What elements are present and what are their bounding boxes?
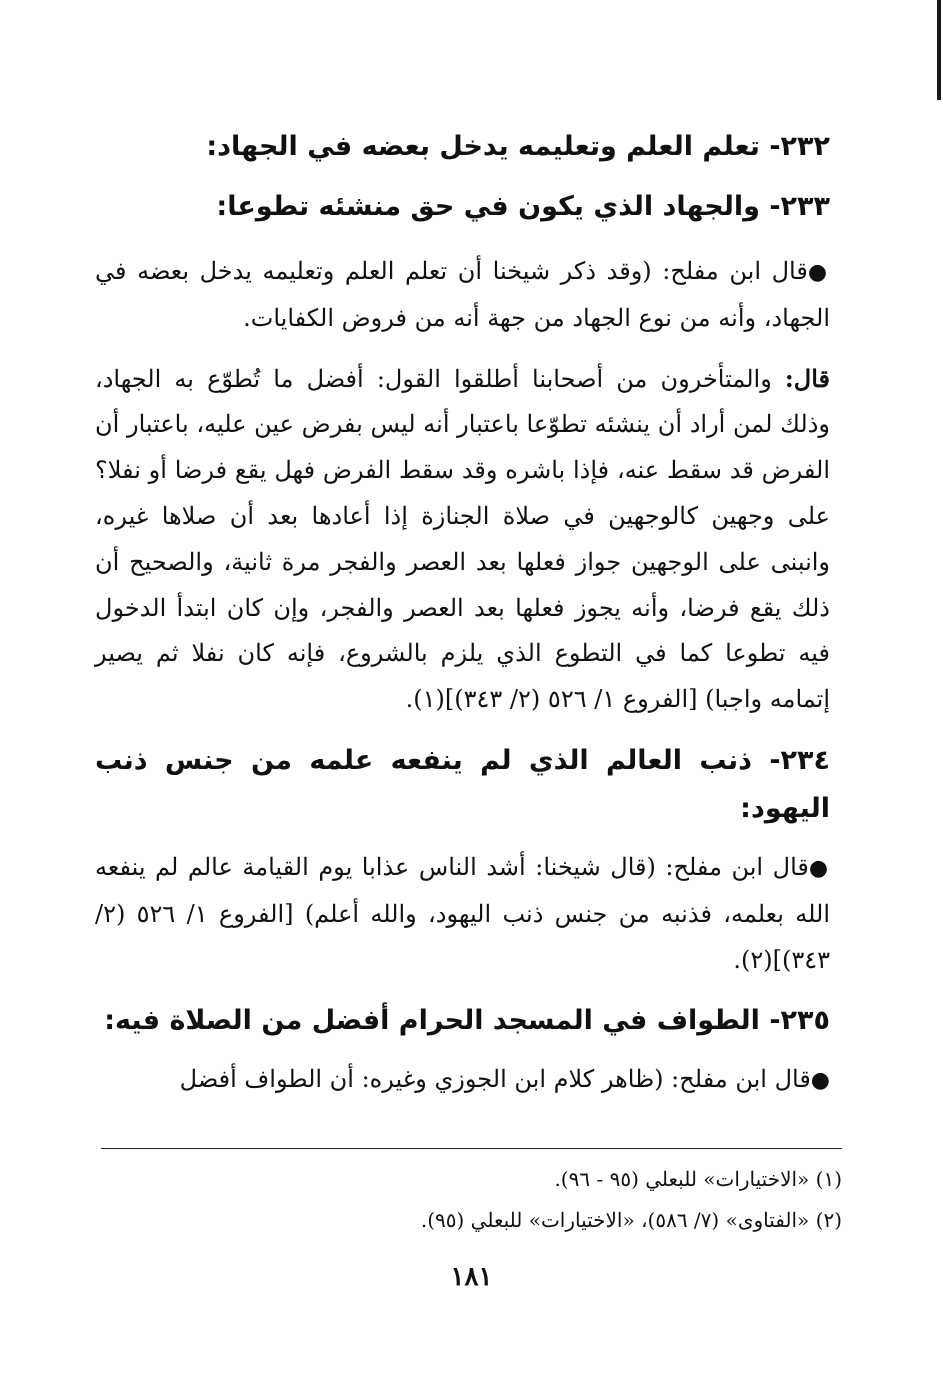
footnote-2: (٢) «الفتاوى» (٧/ ٥٨٦)، «الاختيارات» للبعلي (٩٥).	[420, 1208, 842, 1232]
section-heading-232: ٢٣٢- تعلم العلم وتعليمه يدخل بعضه في الجهاد:	[206, 131, 830, 162]
paragraph-text: قال ابن مفلح: (قال شيخنا: أشد الناس عذابا يوم القيامة عالم لم ينفعه الله بعلمه، فذنبه من جنس ذنب اليهود، والله أعلم) [الفروع ١/ ٥٢٦ (٢/ ٣٤٣)](٢).	[95, 852, 830, 974]
paragraph-ibn-muflih-1	[95, 249, 830, 342]
section-heading-235: ٢٣٥- الطواف في المسجد الحرام أفضل من الصلاة فيه:	[104, 1005, 830, 1037]
paragraph-text: قال ابن مفلح: (وقد ذكر شيخنا أن تعلم العلم وتعليمه يدخل بعضه في الجهاد، وأنه من نوع الجهاد من جهة أنه من فروض الكفايات.	[95, 257, 830, 332]
page-number: ١٨١	[450, 1262, 493, 1292]
paragraph-text: والمتأخرون من أصحابنا أطلقوا القول: أفضل ما تُطوّع به الجهاد، وذلك لمن أراد أن ينشئه تطوّعا باعتبار أنه ليس بفرض عين عليه، باعتبار أن الفرض قد سقط عنه، فإذا باشره وقد سقط الفرض فهل يقع فرضا أو نفلا؟ على وجهين كالوجهين في صلاة الجنازة إذا أعادها بعد أن صلاها غيره، وانبنى على الوجهين جواز فعلها بعد العصر والفجر مرة ثانية، والصحيح أن ذلك يقع فرضا، وأنه يجوز فعلها بعد العصر والفجر، وإن كان ابتدأ الدخول فيه تطوعا كما في التطوع الذي يلزم بالشروع، فإنه كان نفلا ثم يصير إتمامه واجبا) [الفروع ١/ ٥٢٦ (٢/ ٣٤٣)](١).	[95, 364, 830, 714]
paragraph-ibn-muflih-2	[95, 845, 830, 983]
paragraph-qal	[95, 356, 830, 723]
paragraph-text: قال ابن مفلح: (ظاهر كلام ابن الجوزي وغيره: أن الطواف أفضل	[179, 1065, 811, 1094]
paragraph-lead: قال:	[784, 363, 830, 393]
bullet-icon: ●	[808, 855, 830, 881]
page-edge-mark	[937, 0, 941, 100]
section-heading-234: ٢٣٤- ذنب العالم الذي لم ينفعه علمه من جنس ذنب اليهود:	[95, 744, 830, 824]
bullet-icon: ●	[807, 260, 831, 285]
section-heading-233: ٢٣٣- والجهاد الذي يكون في حق منشئه تطوعا:	[216, 191, 830, 222]
main-text	[95, 115, 830, 1118]
footnotes	[101, 1148, 842, 1241]
bullet-icon: ●	[810, 1068, 830, 1094]
footnote-1: (١) «الاختيارات» للبعلي (٩٥ - ٩٦).	[554, 1167, 842, 1191]
paragraph-ibn-muflih-3	[95, 1057, 830, 1104]
